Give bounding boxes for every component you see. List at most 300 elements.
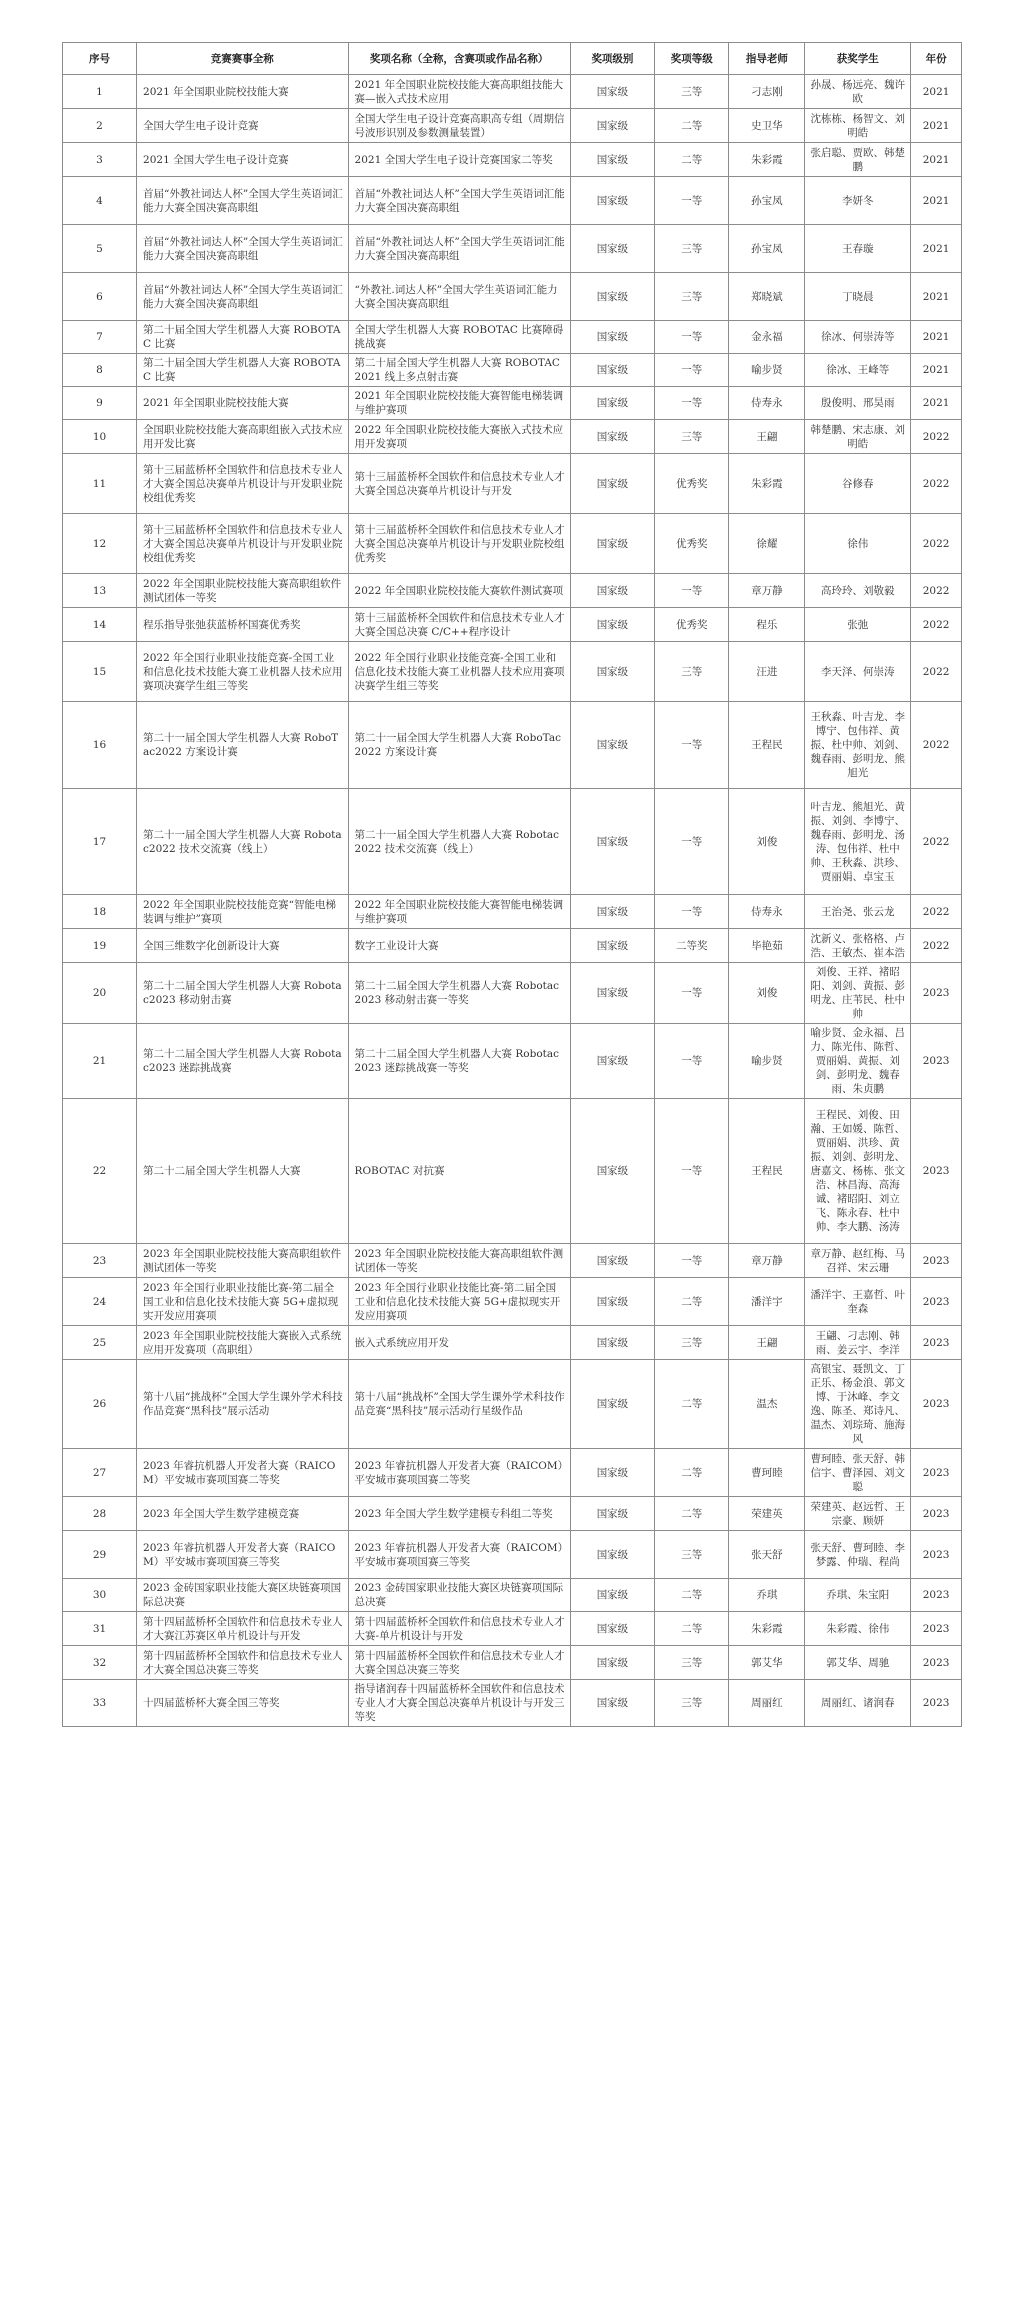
cell-year: 2023 (911, 1449, 962, 1497)
cell-level: 国家级 (570, 1497, 655, 1531)
header-event: 竞赛赛事全称 (137, 43, 349, 75)
cell-event: 第二十二届全国大学生机器人大赛 Robotac2023 迷踪挑战赛 (137, 1024, 349, 1099)
cell-teacher: 汪进 (729, 642, 805, 702)
table-row (63, 514, 962, 574)
cell-grade: 二等 (655, 1579, 729, 1612)
cell-teacher: 章万静 (729, 574, 805, 608)
table-row (63, 895, 962, 929)
cell-award: 第十八届“挑战杯”全国大学生课外学术科技作品竞赛“黑科技”展示活动行星级作品 (348, 1360, 570, 1449)
cell-students: 谷修春 (805, 454, 911, 514)
cell-index: 27 (63, 1449, 137, 1497)
cell-level: 国家级 (570, 642, 655, 702)
table-row (63, 1244, 962, 1278)
cell-teacher: 朱彩霞 (729, 1612, 805, 1646)
cell-event: 2023 年睿抗机器人开发者大赛（RAICOM）平安城市赛项国赛二等奖 (137, 1449, 349, 1497)
cell-year: 2022 (911, 929, 962, 963)
cell-year: 2021 (911, 354, 962, 387)
table-row (63, 420, 962, 454)
cell-event: 第十四届蓝桥杯全国软件和信息技术专业人才大赛全国总决赛三等奖 (137, 1646, 349, 1680)
cell-award: 全国大学生电子设计竞赛高职高专组（周期信号波形识别及参数测量装置） (348, 109, 570, 143)
cell-award: 第二十一届全国大学生机器人大赛 Robotac2022 技术交流赛（线上） (348, 789, 570, 895)
cell-award: 全国大学生机器人大赛 ROBOTAC 比赛障碍挑战赛 (348, 321, 570, 354)
table-body (63, 75, 962, 1727)
cell-award: 第二十一届全国大学生机器人大赛 RoboTac2022 方案设计赛 (348, 702, 570, 789)
cell-index: 19 (63, 929, 137, 963)
cell-students: 沈栋栋、杨智文、刘明皓 (805, 109, 911, 143)
cell-level: 国家级 (570, 514, 655, 574)
cell-students: 孙晟、杨远亮、魏许欧 (805, 75, 911, 109)
cell-award: 数字工业设计大赛 (348, 929, 570, 963)
cell-award: 第十三届蓝桥杯全国软件和信息技术专业人才大赛全国总决赛 C/C++程序设计 (348, 608, 570, 642)
header-award: 奖项名称（全称，含赛项或作品名称） (348, 43, 570, 75)
cell-level: 国家级 (570, 177, 655, 225)
table-row (63, 1579, 962, 1612)
cell-year: 2023 (911, 1244, 962, 1278)
cell-year: 2022 (911, 608, 962, 642)
cell-teacher: 潘洋宇 (729, 1278, 805, 1326)
table-row (63, 608, 962, 642)
cell-award: 第十三届蓝桥杯全国软件和信息技术专业人才大赛全国总决赛单片机设计与开发 (348, 454, 570, 514)
cell-year: 2022 (911, 574, 962, 608)
cell-event: 2023 年睿抗机器人开发者大赛（RAICOM）平安城市赛项国赛三等奖 (137, 1531, 349, 1579)
cell-year: 2023 (911, 1326, 962, 1360)
cell-index: 14 (63, 608, 137, 642)
cell-teacher: 郭艾华 (729, 1646, 805, 1680)
table-row (63, 1680, 962, 1727)
cell-grade: 三等 (655, 1531, 729, 1579)
cell-award: 首届“外教社词达人杯”全国大学生英语词汇能力大赛全国决赛高职组 (348, 225, 570, 273)
cell-award: “外教社.词达人杯”全国大学生英语词汇能力大赛全国决赛高职组 (348, 273, 570, 321)
table-row (63, 1612, 962, 1646)
cell-index: 26 (63, 1360, 137, 1449)
cell-year: 2021 (911, 177, 962, 225)
cell-award: 第十四届蓝桥杯全国软件和信息技术专业人才大赛全国总决赛三等奖 (348, 1646, 570, 1680)
table-row (63, 273, 962, 321)
cell-teacher: 刘俊 (729, 789, 805, 895)
cell-level: 国家级 (570, 273, 655, 321)
cell-year: 2022 (911, 789, 962, 895)
cell-grade: 二等 (655, 1278, 729, 1326)
cell-award: 2023 年全国职业院校技能大赛高职组软件测试团体一等奖 (348, 1244, 570, 1278)
table-row (63, 574, 962, 608)
cell-students: 丁晓晨 (805, 273, 911, 321)
table-row (63, 109, 962, 143)
cell-grade: 三等 (655, 273, 729, 321)
cell-level: 国家级 (570, 1099, 655, 1244)
cell-index: 21 (63, 1024, 137, 1099)
cell-index: 3 (63, 143, 137, 177)
cell-level: 国家级 (570, 1360, 655, 1449)
cell-teacher: 温杰 (729, 1360, 805, 1449)
table-row (63, 387, 962, 420)
cell-students: 张启聪、贾欧、韩楚鹏 (805, 143, 911, 177)
cell-level: 国家级 (570, 1579, 655, 1612)
table-row (63, 1326, 962, 1360)
cell-grade: 二等 (655, 143, 729, 177)
cell-teacher: 侍寿永 (729, 895, 805, 929)
cell-level: 国家级 (570, 1244, 655, 1278)
cell-teacher: 喻步贤 (729, 1024, 805, 1099)
cell-teacher: 徐耀 (729, 514, 805, 574)
cell-event: 2021 全国大学生电子设计竞赛 (137, 143, 349, 177)
table-row (63, 75, 962, 109)
cell-students: 乔琪、朱宝阳 (805, 1579, 911, 1612)
cell-level: 国家级 (570, 1531, 655, 1579)
header-level: 奖项级别 (570, 43, 655, 75)
cell-event: 首届“外教社词达人杯”全国大学生英语词汇能力大赛全国决赛高职组 (137, 177, 349, 225)
cell-students: 周丽红、诸润春 (805, 1680, 911, 1727)
cell-year: 2021 (911, 109, 962, 143)
cell-teacher: 孙宝凤 (729, 177, 805, 225)
header-teacher: 指导老师 (729, 43, 805, 75)
cell-year: 2022 (911, 895, 962, 929)
table-row (63, 1497, 962, 1531)
cell-index: 28 (63, 1497, 137, 1531)
cell-event: 2022 年全国职业院校技能大赛高职组软件测试团体一等奖 (137, 574, 349, 608)
cell-year: 2021 (911, 273, 962, 321)
cell-event: 2021 年全国职业院校技能大赛 (137, 75, 349, 109)
table-row (63, 1646, 962, 1680)
cell-index: 2 (63, 109, 137, 143)
cell-students: 朱彩霞、徐伟 (805, 1612, 911, 1646)
cell-teacher: 荣建英 (729, 1497, 805, 1531)
cell-grade: 三等 (655, 1680, 729, 1727)
cell-event: 第二十二届全国大学生机器人大赛 Robotac2023 移动射击赛 (137, 963, 349, 1024)
cell-teacher: 王翩 (729, 420, 805, 454)
cell-students: 张天舒、曹珂睦、李梦露、仲瑞、程尚 (805, 1531, 911, 1579)
cell-event: 第二十一届全国大学生机器人大赛 RoboTac2022 方案设计赛 (137, 702, 349, 789)
cell-index: 10 (63, 420, 137, 454)
cell-award: 2022 年全国职业院校技能大赛软件测试赛项 (348, 574, 570, 608)
header-grade: 奖项等级 (655, 43, 729, 75)
cell-award: 2022 年全国职业院校技能大赛智能电梯装调与维护赛项 (348, 895, 570, 929)
cell-level: 国家级 (570, 225, 655, 273)
cell-index: 18 (63, 895, 137, 929)
cell-award: 第十三届蓝桥杯全国软件和信息技术专业人才大赛全国总决赛单片机设计与开发职业院校组优秀奖 (348, 514, 570, 574)
table-row (63, 1278, 962, 1326)
table-row (63, 642, 962, 702)
cell-teacher: 刘俊 (729, 963, 805, 1024)
cell-grade: 一等 (655, 574, 729, 608)
cell-event: 2023 年全国职业院校技能大赛高职组软件测试团体一等奖 (137, 1244, 349, 1278)
cell-teacher: 刁志刚 (729, 75, 805, 109)
cell-year: 2022 (911, 702, 962, 789)
cell-students: 李天泽、何崇涛 (805, 642, 911, 702)
cell-index: 6 (63, 273, 137, 321)
cell-level: 国家级 (570, 702, 655, 789)
header-students: 获奖学生 (805, 43, 911, 75)
cell-grade: 一等 (655, 895, 729, 929)
cell-index: 7 (63, 321, 137, 354)
cell-index: 12 (63, 514, 137, 574)
cell-event: 第十四届蓝桥杯全国软件和信息技术专业人才大赛江苏赛区单片机设计与开发 (137, 1612, 349, 1646)
cell-event: 第二十一届全国大学生机器人大赛 Robotac2022 技术交流赛（线上） (137, 789, 349, 895)
cell-index: 4 (63, 177, 137, 225)
table-row (63, 177, 962, 225)
cell-teacher: 郑晓斌 (729, 273, 805, 321)
cell-level: 国家级 (570, 420, 655, 454)
cell-index: 9 (63, 387, 137, 420)
cell-grade: 一等 (655, 789, 729, 895)
cell-year: 2022 (911, 454, 962, 514)
cell-level: 国家级 (570, 354, 655, 387)
cell-index: 20 (63, 963, 137, 1024)
cell-index: 13 (63, 574, 137, 608)
cell-students: 韩楚鹏、宋志康、刘明皓 (805, 420, 911, 454)
cell-event: 第十三届蓝桥杯全国软件和信息技术专业人才大赛全国总决赛单片机设计与开发职业院校组优秀奖 (137, 454, 349, 514)
cell-award: 2023 年睿抗机器人开发者大赛（RAICOM）平安城市赛项国赛二等奖 (348, 1449, 570, 1497)
cell-teacher: 孙宝凤 (729, 225, 805, 273)
table-header-row (63, 43, 962, 75)
table-row (63, 789, 962, 895)
cell-award: 2023 年睿抗机器人开发者大赛（RAICOM）平安城市赛项国赛三等奖 (348, 1531, 570, 1579)
cell-event: 2023 年全国大学生数学建模竞赛 (137, 1497, 349, 1531)
cell-grade: 优秀奖 (655, 514, 729, 574)
table-row (63, 354, 962, 387)
cell-event: 2021 年全国职业院校技能大赛 (137, 387, 349, 420)
awards-table-container (62, 42, 962, 1727)
cell-level: 国家级 (570, 143, 655, 177)
cell-teacher: 王程民 (729, 1099, 805, 1244)
cell-grade: 二等 (655, 1449, 729, 1497)
cell-students: 殷俊明、邢昊雨 (805, 387, 911, 420)
cell-grade: 一等 (655, 387, 729, 420)
cell-year: 2021 (911, 75, 962, 109)
cell-grade: 优秀奖 (655, 608, 729, 642)
cell-students: 王春璇 (805, 225, 911, 273)
cell-year: 2021 (911, 143, 962, 177)
cell-level: 国家级 (570, 1646, 655, 1680)
cell-teacher: 喻步贤 (729, 354, 805, 387)
cell-level: 国家级 (570, 1278, 655, 1326)
cell-award: 2021 年全国职业院校技能大赛高职组技能大赛—嵌入式技术应用 (348, 75, 570, 109)
cell-level: 国家级 (570, 454, 655, 514)
cell-teacher: 程乐 (729, 608, 805, 642)
cell-index: 23 (63, 1244, 137, 1278)
cell-grade: 三等 (655, 225, 729, 273)
cell-year: 2023 (911, 1680, 962, 1727)
cell-students: 潘洋宇、王嘉哲、叶奎森 (805, 1278, 911, 1326)
cell-award: 指导诸润春十四届蓝桥杯全国软件和信息技术专业人才大赛全国总决赛单片机设计与开发三等奖 (348, 1680, 570, 1727)
table-row (63, 1531, 962, 1579)
cell-award: 首届“外教社词达人杯”全国大学生英语词汇能力大赛全国决赛高职组 (348, 177, 570, 225)
cell-grade: 一等 (655, 1099, 729, 1244)
cell-level: 国家级 (570, 929, 655, 963)
cell-students: 高银宝、聂凯文、丁正乐、杨金浪、郭文博、于沐峰、李文逸、陈圣、郑诗凡、温杰、刘琮琦、施海风 (805, 1360, 911, 1449)
cell-grade: 二等 (655, 109, 729, 143)
cell-event: 2022 年全国行业职业技能竞赛-全国工业和信息化技术技能大赛工业机器人技术应用赛项决赛学生组三等奖 (137, 642, 349, 702)
cell-year: 2023 (911, 1612, 962, 1646)
cell-event: 第二十届全国大学生机器人大赛 ROBOTAC 比赛 (137, 354, 349, 387)
table-row (63, 963, 962, 1024)
cell-event: 全国职业院校技能大赛高职组嵌入式技术应用开发比赛 (137, 420, 349, 454)
cell-grade: 三等 (655, 75, 729, 109)
cell-students: 李妍冬 (805, 177, 911, 225)
cell-students: 王翩、刁志刚、韩雨、姜云宇、李洋 (805, 1326, 911, 1360)
cell-award: 第二十二届全国大学生机器人大赛 Robotac2023 迷踪挑战赛一等奖 (348, 1024, 570, 1099)
cell-grade: 一等 (655, 1244, 729, 1278)
cell-award: 嵌入式系统应用开发 (348, 1326, 570, 1360)
cell-year: 2023 (911, 1646, 962, 1680)
cell-award: ROBOTAC 对抗赛 (348, 1099, 570, 1244)
cell-event: 全国三维数字化创新设计大赛 (137, 929, 349, 963)
cell-year: 2023 (911, 1579, 962, 1612)
cell-level: 国家级 (570, 321, 655, 354)
table-row (63, 929, 962, 963)
cell-event: 第十三届蓝桥杯全国软件和信息技术专业人才大赛全国总决赛单片机设计与开发职业院校组优秀奖 (137, 514, 349, 574)
cell-year: 2023 (911, 1099, 962, 1244)
cell-grade: 一等 (655, 321, 729, 354)
cell-award: 2021 全国大学生电子设计竞赛国家二等奖 (348, 143, 570, 177)
cell-year: 2022 (911, 420, 962, 454)
cell-event: 2023 金砖国家职业技能大赛区块链赛项国际总决赛 (137, 1579, 349, 1612)
cell-teacher: 朱彩霞 (729, 454, 805, 514)
cell-index: 5 (63, 225, 137, 273)
cell-teacher: 曹珂睦 (729, 1449, 805, 1497)
cell-level: 国家级 (570, 1024, 655, 1099)
cell-grade: 二等 (655, 1497, 729, 1531)
cell-students: 徐冰、何崇涛等 (805, 321, 911, 354)
cell-event: 全国大学生电子设计竞赛 (137, 109, 349, 143)
cell-students: 章万静、赵红梅、马召祥、宋云珊 (805, 1244, 911, 1278)
table-row (63, 225, 962, 273)
cell-grade: 三等 (655, 642, 729, 702)
cell-students: 王秋淼、叶吉龙、李博宁、包伟祥、黄振、杜中帅、刘剑、魏春雨、彭明龙、熊旭光 (805, 702, 911, 789)
cell-grade: 二等奖 (655, 929, 729, 963)
cell-teacher: 毕艳茹 (729, 929, 805, 963)
cell-index: 32 (63, 1646, 137, 1680)
table-row (63, 143, 962, 177)
cell-year: 2023 (911, 1360, 962, 1449)
cell-students: 喻步贤、金永福、吕力、陈光伟、陈哲、贾丽娟、黄振、刘剑、彭明龙、魏春雨、朱贞鹏 (805, 1024, 911, 1099)
cell-teacher: 周丽红 (729, 1680, 805, 1727)
cell-grade: 二等 (655, 1612, 729, 1646)
cell-award: 2023 年全国行业职业技能比赛-第二届全国工业和信息化技术技能大赛 5G+虚拟现实开发应用赛项 (348, 1278, 570, 1326)
cell-year: 2022 (911, 514, 962, 574)
cell-index: 22 (63, 1099, 137, 1244)
cell-index: 31 (63, 1612, 137, 1646)
cell-grade: 二等 (655, 1360, 729, 1449)
table-row (63, 1099, 962, 1244)
cell-students: 叶吉龙、熊旭光、黄振、刘剑、李博宁、魏春雨、彭明龙、汤涛、包伟祥、杜中帅、王秋淼、洪珍、贾丽娟、卓宝玉 (805, 789, 911, 895)
cell-year: 2023 (911, 963, 962, 1024)
cell-students: 郭艾华、周驰 (805, 1646, 911, 1680)
cell-index: 8 (63, 354, 137, 387)
cell-teacher: 王程民 (729, 702, 805, 789)
cell-students: 曹珂睦、张天舒、韩信宇、曹泽园、刘文聪 (805, 1449, 911, 1497)
cell-grade: 三等 (655, 420, 729, 454)
table-row (63, 454, 962, 514)
cell-students: 王治尧、张云龙 (805, 895, 911, 929)
cell-event: 首届“外教社词达人杯”全国大学生英语词汇能力大赛全国决赛高职组 (137, 225, 349, 273)
cell-grade: 一等 (655, 1024, 729, 1099)
cell-level: 国家级 (570, 963, 655, 1024)
cell-index: 1 (63, 75, 137, 109)
table-row (63, 702, 962, 789)
cell-students: 沈新义、张格格、卢浩、王敏杰、崔本浩 (805, 929, 911, 963)
awards-table (62, 42, 962, 1727)
cell-event: 2022 年全国职业院校技能竞赛“智能电梯装调与维护”赛项 (137, 895, 349, 929)
table-row (63, 1024, 962, 1099)
cell-award: 2022 年全国职业院校技能大赛嵌入式技术应用开发赛项 (348, 420, 570, 454)
cell-level: 国家级 (570, 109, 655, 143)
cell-award: 2022 年全国行业职业技能竞赛-全国工业和信息化技术技能大赛工业机器人技术应用赛项决赛学生组三等奖 (348, 642, 570, 702)
cell-grade: 优秀奖 (655, 454, 729, 514)
cell-award: 第二十二届全国大学生机器人大赛 Robotac2023 移动射击赛一等奖 (348, 963, 570, 1024)
cell-event: 第二十二届全国大学生机器人大赛 (137, 1099, 349, 1244)
cell-event: 十四届蓝桥杯大赛全国三等奖 (137, 1680, 349, 1727)
cell-event: 2023 年全国行业职业技能比赛-第二届全国工业和信息化技术技能大赛 5G+虚拟现实开发应用赛项 (137, 1278, 349, 1326)
cell-level: 国家级 (570, 1612, 655, 1646)
cell-level: 国家级 (570, 75, 655, 109)
cell-grade: 一等 (655, 354, 729, 387)
cell-index: 24 (63, 1278, 137, 1326)
header-index: 序号 (63, 43, 137, 75)
cell-year: 2023 (911, 1278, 962, 1326)
cell-teacher: 金永福 (729, 321, 805, 354)
cell-level: 国家级 (570, 387, 655, 420)
cell-teacher: 章万静 (729, 1244, 805, 1278)
cell-index: 33 (63, 1680, 137, 1727)
cell-level: 国家级 (570, 608, 655, 642)
cell-students: 高玲玲、刘敬毅 (805, 574, 911, 608)
cell-index: 17 (63, 789, 137, 895)
cell-year: 2021 (911, 321, 962, 354)
cell-index: 29 (63, 1531, 137, 1579)
cell-event: 第十八届“挑战杯”全国大学生课外学术科技作品竞赛“黑科技”展示活动 (137, 1360, 349, 1449)
cell-teacher: 史卫华 (729, 109, 805, 143)
cell-students: 荣建英、赵远哲、王宗豪、顾妍 (805, 1497, 911, 1531)
cell-year: 2021 (911, 387, 962, 420)
cell-students: 张弛 (805, 608, 911, 642)
cell-students: 王程民、刘俊、田瀚、王如媛、陈哲、贾丽娟、洪珍、黄振、刘剑、彭明龙、唐嘉文、杨栋、张文浩、林昌海、高海诚、褚昭阳、刘立飞、陈永春、杜中帅、李大鹏、汤涛 (805, 1099, 911, 1244)
cell-year: 2023 (911, 1497, 962, 1531)
cell-teacher: 王翩 (729, 1326, 805, 1360)
cell-grade: 三等 (655, 1646, 729, 1680)
cell-year: 2023 (911, 1531, 962, 1579)
cell-level: 国家级 (570, 1680, 655, 1727)
cell-level: 国家级 (570, 574, 655, 608)
cell-level: 国家级 (570, 1449, 655, 1497)
cell-year: 2022 (911, 642, 962, 702)
cell-level: 国家级 (570, 789, 655, 895)
cell-award: 2021 年全国职业院校技能大赛智能电梯装调与维护赛项 (348, 387, 570, 420)
cell-event: 第二十届全国大学生机器人大赛 ROBOTAC 比赛 (137, 321, 349, 354)
cell-students: 刘俊、王祥、褚昭阳、刘剑、黄振、彭明龙、庄苇民、杜中帅 (805, 963, 911, 1024)
cell-event: 2023 年全国职业院校技能大赛嵌入式系统应用开发赛项（高职组） (137, 1326, 349, 1360)
cell-teacher: 乔琪 (729, 1579, 805, 1612)
cell-grade: 一等 (655, 963, 729, 1024)
cell-level: 国家级 (570, 895, 655, 929)
cell-index: 11 (63, 454, 137, 514)
cell-level: 国家级 (570, 1326, 655, 1360)
table-row (63, 1360, 962, 1449)
cell-event: 首届“外教社词达人杯”全国大学生英语词汇能力大赛全国决赛高职组 (137, 273, 349, 321)
cell-teacher: 张天舒 (729, 1531, 805, 1579)
cell-grade: 三等 (655, 1326, 729, 1360)
header-year: 年份 (911, 43, 962, 75)
cell-grade: 一等 (655, 177, 729, 225)
cell-index: 25 (63, 1326, 137, 1360)
cell-award: 第二十届全国大学生机器人大赛 ROBOTAC2021 线上多点射击赛 (348, 354, 570, 387)
cell-award: 2023 金砖国家职业技能大赛区块链赛项国际总决赛 (348, 1579, 570, 1612)
cell-index: 16 (63, 702, 137, 789)
cell-students: 徐伟 (805, 514, 911, 574)
cell-teacher: 侍寿永 (729, 387, 805, 420)
cell-index: 15 (63, 642, 137, 702)
cell-grade: 一等 (655, 702, 729, 789)
cell-award: 2023 年全国大学生数学建模专科组二等奖 (348, 1497, 570, 1531)
